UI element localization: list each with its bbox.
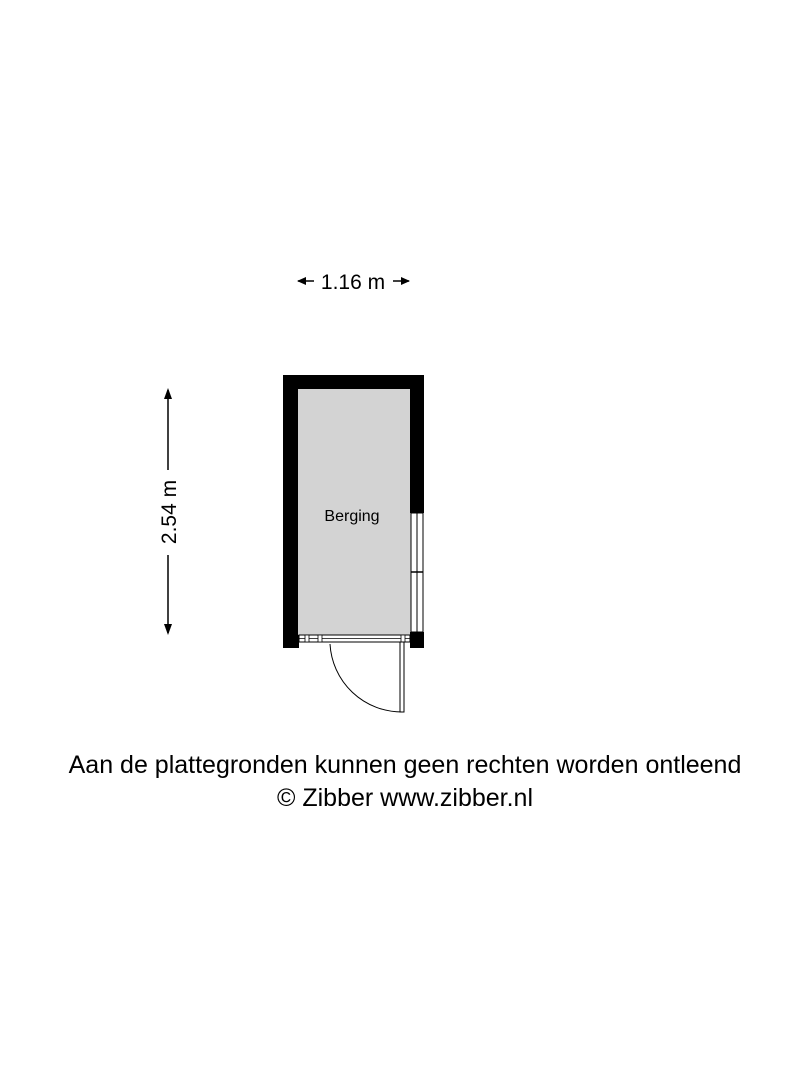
door-jamb-right <box>401 635 405 642</box>
wall-right-lower <box>410 632 424 648</box>
door-jamb-mid <box>318 635 322 642</box>
width-label: 1.16 m <box>320 271 386 294</box>
door-swing-arc <box>330 644 402 712</box>
height-dimension <box>158 388 181 635</box>
wall-top <box>283 375 424 389</box>
height-arrow-bottom <box>164 624 172 635</box>
wall-bottom-left <box>283 635 299 648</box>
height-label: 2.54 m <box>158 479 181 545</box>
disclaimer-text: Aan de plattegronden kunnen geen rechten worden ontleend <box>68 751 742 779</box>
door-leaf <box>400 642 404 712</box>
width-dimension <box>297 271 410 294</box>
wall-right-upper <box>410 375 424 513</box>
height-arrow-top <box>164 388 172 399</box>
copyright-text: © Zibber www.zibber.nl <box>276 784 534 812</box>
window-right <box>411 513 423 632</box>
door-opening <box>299 635 410 642</box>
width-arrow-left <box>297 277 306 285</box>
room-label: Berging <box>324 508 380 525</box>
door-jamb-left <box>305 635 309 642</box>
door-swing <box>330 642 404 712</box>
width-arrow-right <box>401 277 410 285</box>
wall-left <box>283 375 298 648</box>
